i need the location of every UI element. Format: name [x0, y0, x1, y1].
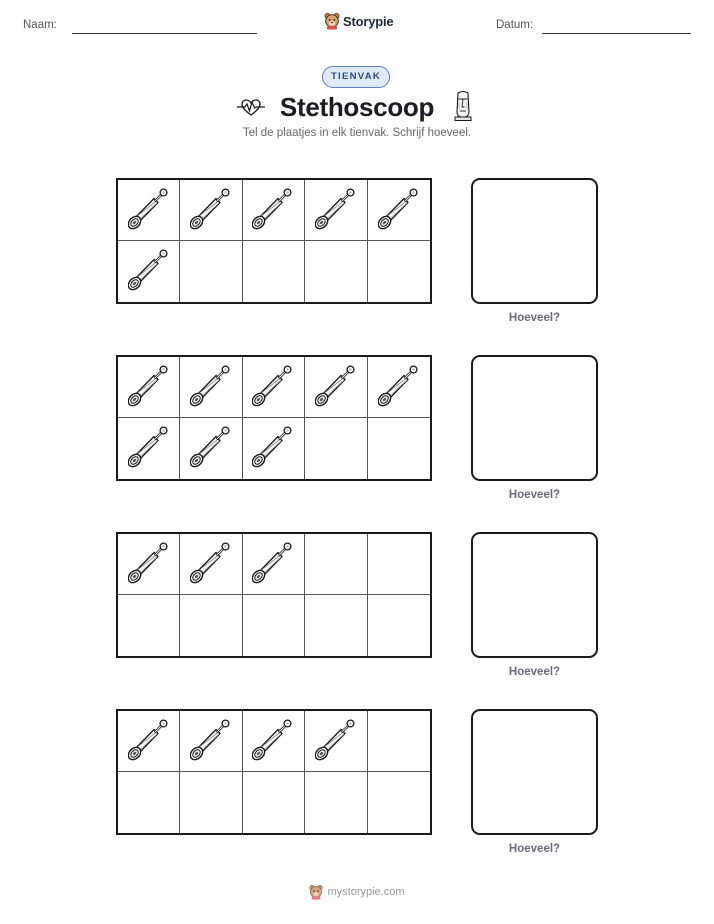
stethoscope-horn-icon — [128, 538, 170, 591]
brand-name: Storypie — [343, 13, 394, 29]
ten-frame-cell — [180, 534, 242, 595]
ten-frame-cell — [180, 418, 242, 479]
ten-frame-4 — [116, 709, 432, 835]
ten-frame-cell — [180, 357, 242, 418]
ten-frame-cell — [243, 418, 305, 479]
answer-box-1[interactable] — [471, 178, 598, 304]
ten-frame-cell — [243, 772, 305, 833]
ten-frame-cell — [118, 241, 180, 302]
stethoscope-horn-icon — [190, 422, 232, 475]
ten-frame-cell — [243, 711, 305, 772]
ten-frame-cell — [368, 418, 430, 479]
brand-logo — [324, 12, 393, 30]
stethoscope-horn-icon — [252, 422, 294, 475]
ten-frame-cell — [368, 180, 430, 241]
stethoscope-horn-icon — [252, 184, 294, 237]
stethoscope-horn-icon — [315, 715, 357, 768]
name-label: Naam: — [23, 19, 57, 31]
answer-label-1: Hoeveel? — [508, 312, 561, 324]
date-write-line[interactable] — [542, 33, 691, 34]
ten-frame-cell — [368, 241, 430, 302]
stethoscope-horn-icon — [190, 361, 232, 414]
ten-frame-cell — [368, 711, 430, 772]
ten-frame-2 — [116, 355, 432, 481]
answer-label-4: Hoeveel? — [508, 843, 561, 855]
ten-frame-cell — [180, 772, 242, 833]
stethoscope-horn-icon — [128, 422, 170, 475]
ten-frame-cell — [243, 180, 305, 241]
ten-frame-cell — [368, 595, 430, 656]
ten-frame-cell — [118, 711, 180, 772]
stethoscope-horn-icon — [252, 715, 294, 768]
ten-frame-cell — [118, 357, 180, 418]
stethoscope-horn-icon — [128, 361, 170, 414]
ten-frame-cell — [305, 711, 367, 772]
ten-frame-cell — [305, 180, 367, 241]
stethoscope-horn-icon — [128, 715, 170, 768]
answer-box-3[interactable] — [471, 532, 598, 658]
ten-frame-cell — [368, 534, 430, 595]
stethoscope-horn-icon — [252, 538, 294, 591]
ten-frame-cell — [243, 595, 305, 656]
ten-frame-cell — [305, 534, 367, 595]
stethoscope-horn-icon — [128, 245, 170, 298]
ten-frame-cell — [243, 534, 305, 595]
bear-logo-icon — [309, 884, 323, 900]
ten-frame-1 — [116, 178, 432, 304]
ten-frame-cell — [118, 180, 180, 241]
stethoscope-horn-icon — [252, 361, 294, 414]
ten-frame-cell — [118, 418, 180, 479]
ten-frame-cell — [305, 357, 367, 418]
page-title: Stethoscoop — [279, 92, 435, 122]
ten-frame-3 — [116, 532, 432, 658]
stethoscope-horn-icon — [378, 184, 420, 237]
moai-statue-icon — [452, 90, 474, 122]
name-write-line[interactable] — [72, 33, 257, 34]
ten-frame-cell — [180, 180, 242, 241]
ten-frame-cell — [305, 241, 367, 302]
ten-frame-cell — [368, 357, 430, 418]
ten-frame-cell — [118, 595, 180, 656]
footer-url: mystorypie.com — [327, 886, 405, 898]
answer-box-2[interactable] — [471, 355, 598, 481]
stethoscope-horn-icon — [190, 184, 232, 237]
ten-frame-cell — [118, 772, 180, 833]
ten-frame-cell — [368, 772, 430, 833]
answer-label-3: Hoeveel? — [508, 666, 561, 678]
answer-box-4[interactable] — [471, 709, 598, 835]
ten-frame-cell — [243, 241, 305, 302]
stethoscope-horn-icon — [378, 361, 420, 414]
footer — [0, 884, 714, 900]
ten-frame-cell — [305, 595, 367, 656]
ten-frame-cell — [118, 534, 180, 595]
answer-label-2: Hoeveel? — [508, 489, 561, 501]
ten-frame-cell — [180, 711, 242, 772]
date-label: Datum: — [496, 19, 534, 31]
ten-frame-cell — [243, 357, 305, 418]
bear-logo-icon — [324, 12, 340, 30]
ten-frame-cell — [305, 772, 367, 833]
ten-frame-cell — [180, 595, 242, 656]
stethoscope-horn-icon — [315, 184, 357, 237]
instructions: Tel de plaatjes in elk tienvak. Schrijf hoeveel. — [242, 127, 472, 139]
ten-frame-cell — [305, 418, 367, 479]
worksheet-type-badge: TIENVAK — [322, 66, 390, 88]
ten-frame-cell — [180, 241, 242, 302]
stethoscope-horn-icon — [190, 715, 232, 768]
stethoscope-horn-icon — [128, 184, 170, 237]
stethoscope-horn-icon — [190, 538, 232, 591]
stethoscope-horn-icon — [315, 361, 357, 414]
